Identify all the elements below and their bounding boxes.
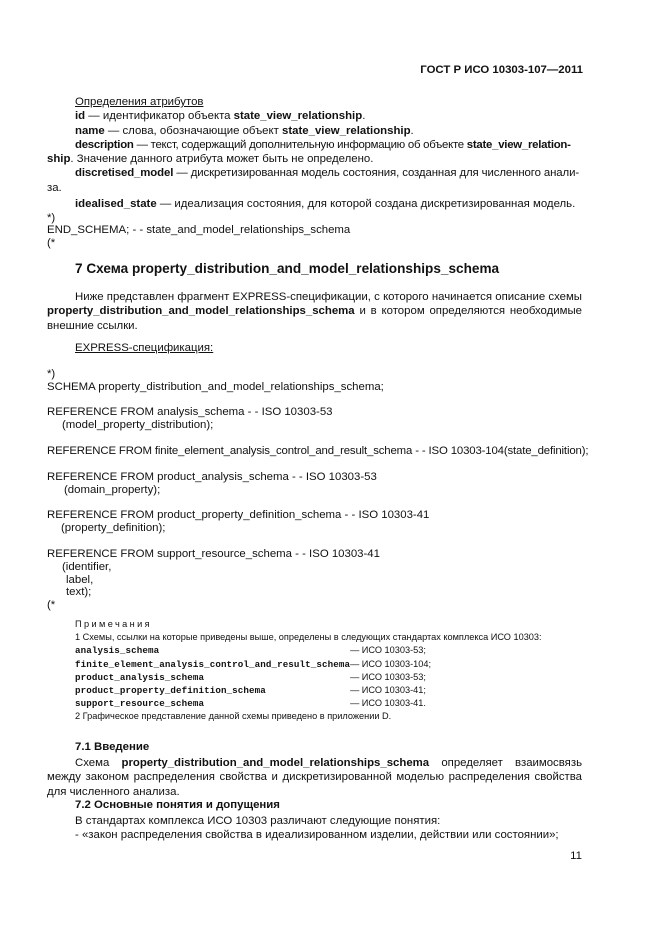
code-open-comment-2: *) — [47, 368, 56, 380]
reference-support-arg-identifier: (identifier, — [62, 561, 112, 573]
attribute-id: id — идентификатор объекта state_view_relationship. — [75, 110, 366, 123]
section-7-1-text: Схема property_distribution_and_model_relationships_schema определяет взаимосвязь между законом распределения свойства и дискретизированной моделью распределения свойства для численного анализа. — [47, 757, 582, 798]
notes-block — [75, 618, 585, 724]
express-spec-label: EXPRESS-спецификация: — [75, 342, 214, 354]
section-7-2-text: В стандартах комплекса ИСО 10303 различают следующие понятия: — [75, 815, 441, 827]
code-close-comment-2: (* — [47, 599, 56, 611]
note-1: 1 Схемы, ссылки на которые приведены выше, определены в следующих стандартах комплекса ИСО 10303: — [75, 632, 542, 643]
section-7-1-heading: 7.1 Введение — [75, 741, 150, 753]
code-open-comment-1: *) — [47, 212, 56, 224]
reference-support-arg-label: label, — [66, 574, 94, 586]
reference-property-definition-schema: REFERENCE FROM product_property_definition_schema - - ISO 10303-41 — [47, 509, 430, 521]
note-2: 2 Графическое представление данной схемы приведено в приложении D. — [75, 711, 392, 722]
reference-analysis-schema: REFERENCE FROM analysis_schema - - ISO 10303-53 — [47, 406, 333, 418]
end-schema-line: END_SCHEMA; - - state_and_model_relationships_schema — [47, 224, 351, 236]
attribute-discretised-model: discretised_model — дискретизированная модель состояния, созданная для численного анали- — [75, 167, 580, 180]
table-row: finite_element_analysis_control_and_result_schema — ИСО 10303-104; — [75, 658, 432, 670]
section-7-2-heading: 7.2 Основные понятия и допущения — [75, 799, 280, 811]
reference-analysis-schema-arg: (model_property_distribution); — [62, 419, 214, 431]
section-7-2-bullet-1: - «закон распределения свойства в идеализированном изделии, действии или состоянии»; — [75, 829, 559, 841]
reference-support-arg-text: text); — [66, 586, 92, 598]
attribute-description-continued: ship. Значение данного атрибута может быть не определено. — [47, 153, 374, 166]
attributes-heading: Определения атрибутов — [75, 96, 204, 108]
page-number: 11 — [570, 850, 582, 862]
attribute-name: name — слова, обозначающие объект state_view_relationship. — [75, 124, 414, 137]
document-header: ГОСТ Р ИСО 10303-107—2011 — [420, 64, 583, 76]
attribute-definitions — [47, 95, 582, 211]
attribute-discretised-model-continued: за. — [47, 181, 62, 194]
section-7-heading: 7 Схема property_distribution_and_model_relationships_schema — [75, 261, 500, 276]
reference-fea-schema: REFERENCE FROM finite_element_analysis_control_and_result_schema - - ISO 10303-104(state_definition); — [47, 445, 589, 457]
notes-schema-table — [75, 644, 431, 710]
table-row: analysis_schema — ИСО 10303-53; — [75, 645, 426, 657]
table-row: product_analysis_schema — ИСО 10303-53; — [75, 671, 426, 683]
reference-product-analysis-schema: REFERENCE FROM product_analysis_schema - - ISO 10303-53 — [47, 471, 377, 483]
table-row: support_resource_schema — ИСО 10303-41. — [75, 698, 426, 710]
schema-declaration: SCHEMA property_distribution_and_model_relationships_schema; — [47, 381, 384, 393]
attribute-description: description — текст, содержащий дополнительную информацию об объекте state_view_relation- — [75, 138, 571, 151]
section-7-intro: Ниже представлен фрагмент EXPRESS-спецификации, с которого начинается описание схемы property_distribution_and_model_relationships_schema и в котором определяются необходимые внешние ссылки. — [47, 291, 582, 332]
reference-support-resource-schema: REFERENCE FROM support_resource_schema - - ISO 10303-41 — [47, 548, 380, 560]
attribute-idealised-state: idealised_state — идеализация состояния, для которой создана дискретизированная модель. — [75, 198, 576, 211]
reference-product-analysis-schema-arg: (domain_property); — [64, 484, 161, 496]
code-close-comment-1: (* — [47, 237, 56, 249]
table-row: product_property_definition_schema — ИСО 10303-41; — [75, 685, 426, 697]
notes-title: Примечания — [75, 619, 153, 629]
reference-property-definition-schema-arg: (property_definition); — [61, 522, 166, 534]
